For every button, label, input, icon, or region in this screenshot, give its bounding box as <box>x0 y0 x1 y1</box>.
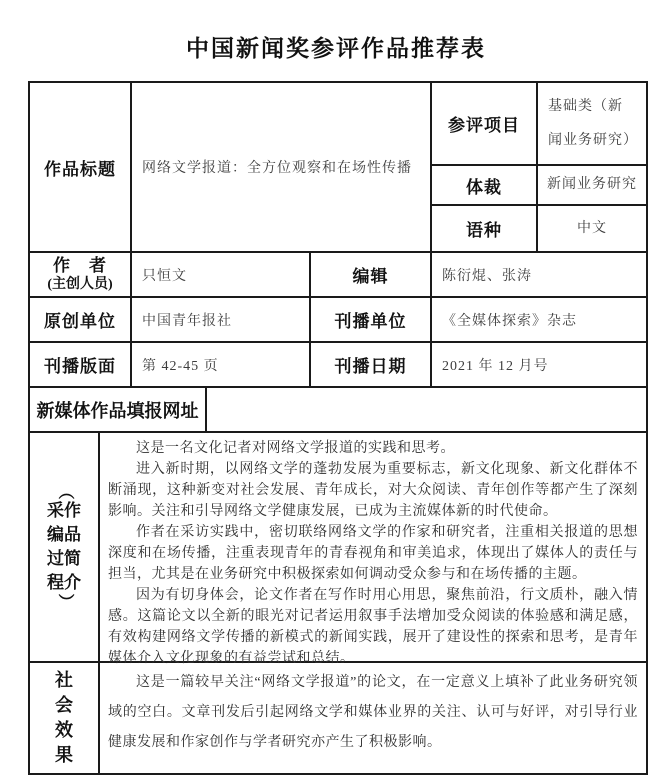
row-work-title <box>30 83 646 253</box>
row-new-media-url <box>30 388 646 433</box>
social-effect-label-char: 社 <box>55 670 73 690</box>
genre-label: 体裁 <box>432 166 538 204</box>
page-title: 中国新闻奖参评作品推荐表 <box>186 36 486 61</box>
publish-date-label: 刊播日期 <box>311 343 432 386</box>
publish-page-label: 刊播版面 <box>30 343 132 386</box>
intro-label-row: 程介 <box>47 573 81 592</box>
intro-label-row: 过简 <box>47 549 81 568</box>
social-effect-paragraph: 这是一篇较早关注“网络文学报道”的论文，在一定意义上填补了此业务研究领域的空白。文章刊发后引起网络文学和媒体业界的关注、认可与好评，对引导行业健康发展和作家创作与学者研究亦产生了积极影响。 <box>108 675 638 750</box>
intro-label <box>30 433 100 661</box>
original-unit-value: 中国青年报社 <box>132 298 311 341</box>
intro-label-row: 编品 <box>47 525 81 544</box>
author-label <box>30 253 132 296</box>
original-unit-label: 原创单位 <box>30 298 132 341</box>
author-label-line2: (主创人员) <box>47 276 113 292</box>
work-title-label: 作品标题 <box>30 83 132 251</box>
row-genre <box>432 166 646 206</box>
intro-text <box>100 433 646 666</box>
row-language <box>432 206 646 251</box>
publish-page-value: 第 42-45 页 <box>132 343 311 386</box>
social-effect-label-char: 会 <box>55 695 73 715</box>
editor-label: 编辑 <box>311 253 432 296</box>
row-author-editor <box>30 253 646 298</box>
author-label-line1: 作 者 <box>53 255 107 275</box>
row-page-date <box>30 343 646 388</box>
intro-paragraph: 进入新时期，以网络文学的蓬勃发展为重要标志，新文化现象、新文化群体不断涌现，这种新变对社会发展、青年成长，对大众阅读、青年创作等都产生了深刻影响。关注和引导网络文学健康发展，已成为主流媒体新的时代使命。 <box>108 462 638 519</box>
work-title-value: 网络文学报道：全方位观察和在场性传播 <box>132 83 432 251</box>
intro-paragraph: 这是一名文化记者对网络文学报道的实践和思考。 <box>136 441 455 456</box>
author-value: 只恒文 <box>132 253 311 296</box>
intro-paragraph: 因为有切身体会，论文作者在写作时用心用思，聚焦前沿，行文质朴，融入情感。这篇论文以全新的眼光对记者运用叙事手法增加受众阅读的体验感和满足感，有效构建网络文学传播的新模式的新闻实践，展开了建设性的探索和思考，是青年媒体介入文化现象的有益尝试和总结。 <box>108 588 638 666</box>
social-effect-text <box>100 663 646 773</box>
language-value: 中文 <box>577 220 607 236</box>
social-effect-label-char: 效 <box>55 720 73 740</box>
intro-bracket-bottom: ） <box>56 593 74 611</box>
new-media-url-value <box>207 388 646 431</box>
entry-category-label: 参评项目 <box>432 83 538 164</box>
editor-value: 陈衍焜、张涛 <box>442 268 532 284</box>
intro-paragraph: 作者在采访实践中，密切联络网络文学的作家和研究者，注重相关报道的思想深度和在场传播，注重表现青年的青春视角和审美追求，体现出了媒体人的责任与担当，尤其是在业务研究中积极探索如何调动受众参与和在场传播的主题。 <box>108 525 638 582</box>
genre-value: 新闻业务研究 <box>547 177 637 192</box>
entry-category-value: 基础类（新闻业务研究） <box>548 98 638 148</box>
row-intro <box>30 433 646 666</box>
publish-unit-label: 刊播单位 <box>311 298 432 341</box>
intro-bracket-top: （ <box>56 483 74 501</box>
social-effect-label <box>30 663 100 773</box>
row-units <box>30 298 646 343</box>
publish-unit-value: 《全媒体探索》杂志 <box>442 313 577 329</box>
intro-label-row: 采作 <box>47 501 81 520</box>
row-entry-category <box>432 83 646 166</box>
row-social-effect <box>30 663 646 773</box>
category-stack <box>432 83 646 251</box>
recommendation-table <box>28 81 648 775</box>
publish-date-value: 2021 年 12 月号 <box>442 358 549 374</box>
new-media-url-label: 新媒体作品填报网址 <box>30 388 207 431</box>
social-effect-label-char: 果 <box>55 745 73 765</box>
language-label: 语种 <box>432 206 538 251</box>
